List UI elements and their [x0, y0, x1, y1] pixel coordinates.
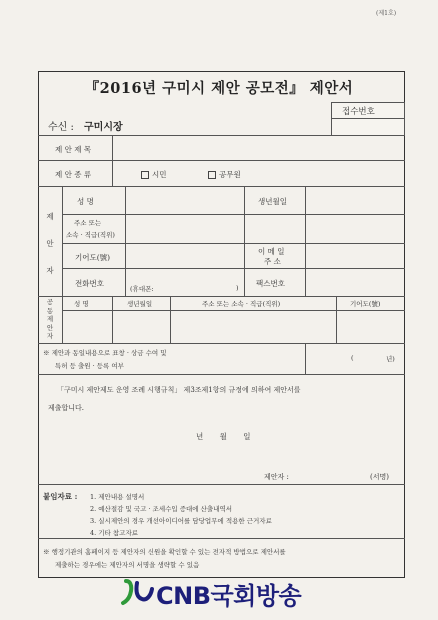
address-label-2: 소속 · 직급(직위) [66, 231, 115, 239]
official-checkbox[interactable] [208, 171, 216, 179]
co-proposer-char-4: 안 [46, 323, 54, 332]
co-proposer-char-1: 공 [46, 298, 54, 306]
signer-label: 제안자 : [264, 473, 289, 481]
attachment-item-4: 4. 기타 참고자료 [90, 529, 139, 537]
attachments-label: 붙임자료 : [43, 492, 78, 501]
co-proposer-fields[interactable] [63, 311, 404, 342]
option-official[interactable] [208, 169, 241, 180]
footnote-line-1: ※ 행정기관의 홈페이지 등 제안자의 신원을 확인할 수 있는 전자적 방법으로 제안서를 [43, 548, 286, 556]
option-citizen[interactable] [141, 169, 167, 180]
co-name-header: 성 명 [74, 300, 89, 308]
citizen-checkbox[interactable] [141, 171, 149, 179]
co-proposer-char-2: 동 [46, 306, 54, 315]
name-label: 성 명 [77, 197, 94, 206]
form-title: 『2016년 구미시 제안 공모전』 제안서 [84, 80, 354, 97]
tel-label: 전화번호 [75, 279, 104, 288]
co-birth-header: 생년월일 [127, 300, 153, 308]
co-proposer-char-5: 자 [46, 332, 54, 341]
birth-label: 생년월일 [258, 197, 287, 206]
email-label-2: 주 소 [264, 257, 281, 266]
consent-year-open: ( [351, 354, 354, 362]
fax-label: 팩스번호 [256, 279, 285, 288]
proposal-title-label: 제 안 제 목 [55, 145, 92, 154]
broadcaster-name: CNB국회방송 [156, 582, 302, 610]
proposer-char-2: 안 [46, 239, 54, 248]
broadcaster-logo [120, 574, 320, 608]
address-field[interactable] [126, 215, 404, 242]
proposal-title-field[interactable] [113, 136, 404, 159]
recipient-label: 수신 : [48, 122, 74, 133]
signer-name-field[interactable] [300, 468, 366, 482]
mobile-label: (휴대폰: [130, 285, 154, 293]
statement-line-2: 제출합니다. [48, 404, 85, 412]
proposer-char-3: 자 [46, 266, 54, 275]
signature-label: (서명) [370, 473, 389, 481]
date-line: 년 월 일 [196, 432, 251, 441]
co-proposer-section-label [45, 298, 55, 341]
option-official-label: 공무원 [219, 170, 241, 179]
phone-field[interactable] [126, 244, 243, 267]
co-phone-header: 기어도(號) [350, 300, 381, 308]
attachment-item-2: 2. 예산절감 및 국고 · 조세수입 증대에 산출내역서 [90, 505, 233, 513]
mobile-close: ) [236, 284, 239, 292]
consent-line-1: ※ 제안과 동일내용으로 표창 · 상금 수여 및 [43, 349, 167, 357]
proposal-type-label: 제 안 종 류 [55, 170, 92, 179]
fax-field[interactable] [306, 269, 404, 295]
consent-year-close: 년) [386, 355, 395, 363]
form-number-label: (제1호) [376, 10, 397, 17]
statement-line-1: 「구미시 제안제도 운영 조례 시행규칙」 제3조제1항의 규정에 의하여 제안서를 [57, 386, 301, 394]
receipt-number-field[interactable] [331, 118, 405, 136]
attachment-item-3: 3. 실시제안의 경우 개선아이디어를 담당업무에 적용한 근거자료 [90, 517, 272, 525]
broadcaster-mark-icon [120, 577, 154, 607]
recipient-value: 구미시장 [84, 122, 123, 133]
receipt-number-label: 접수번호 [342, 107, 375, 117]
birth-field[interactable] [306, 187, 404, 213]
consent-year-field[interactable] [357, 350, 385, 364]
address-label-1: 주소 또는 [74, 219, 102, 227]
name-field[interactable] [126, 187, 243, 213]
proposer-char-1: 제 [46, 212, 54, 221]
consent-line-2: 특허 등 출원 · 등록 여부 [55, 362, 124, 370]
proposer-section-label [44, 203, 56, 284]
co-proposer-char-3: 제 [46, 315, 54, 324]
option-citizen-label: 시민 [152, 170, 167, 179]
footnote-line-2: 제출하는 경우에는 제안자의 서명을 생략할 수 있음 [55, 561, 200, 569]
co-address-header: 주소 또는 소속 · 직급(직위) [202, 300, 281, 308]
email-field[interactable] [306, 244, 404, 267]
email-label-1: 이 메 일 [258, 247, 285, 256]
attachment-item-1: 1. 제안내용 설명서 [90, 493, 145, 501]
phone-label: 기어도(號) [75, 253, 111, 262]
